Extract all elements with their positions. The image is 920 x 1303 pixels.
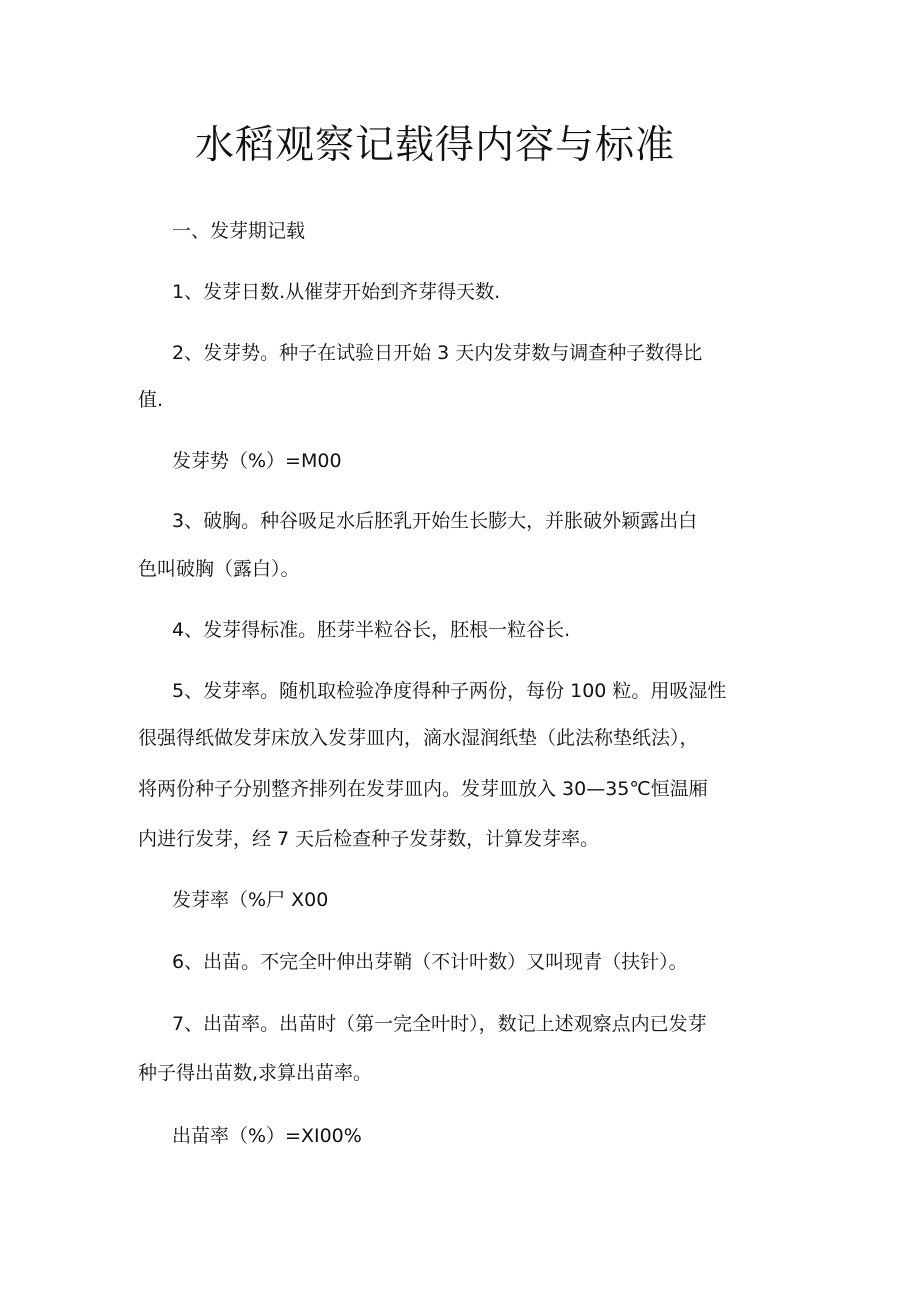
paragraph-line: 3、破胸。种谷吸足水后胚乳开始生长膨大，并胀破外颖露出白 [172, 510, 698, 532]
paragraph-line: 种子得出苗数,求算出苗率。 [138, 1062, 373, 1084]
paragraph-line: 值. [138, 389, 164, 411]
formula-line: 发芽势（%）=M00 [172, 450, 342, 472]
paragraph-line: 色叫破胸（露白）。 [138, 558, 300, 580]
paragraph-line: 2、发芽势。种子在试验日开始 3 天内发芽数与调查种子数得比 [172, 342, 703, 364]
paragraph-line: 1、发芽日数.从催芽开始到齐芽得天数. [172, 281, 501, 303]
formula-line: 出苗率（%）=XI00% [172, 1125, 362, 1147]
paragraph-line: 6、出苗。不完全叶伸出芽鞘（不计叶数）又叫现青（扶针）。 [172, 951, 688, 973]
section-heading: 一、发芽期记载 [172, 220, 306, 242]
paragraph-line: 内进行发芽，经 7 天后检查种子发芽数，计算发芽率。 [138, 828, 600, 850]
paragraph-line: 5、发芽率。随机取检验净度得种子两份，每份 100 粒。用吸湿性 [172, 680, 727, 702]
paragraph-line: 4、发芽得标准。胚芽半粒谷长，胚根一粒谷长. [172, 619, 571, 641]
paragraph-line: 将两份种子分别整齐排列在发芽皿内。发芽皿放入 30—35℃恒温厢 [138, 778, 708, 800]
document-title: 水稻观察记载得内容与标准 [194, 123, 675, 168]
formula-line: 发芽率（%尸 X00 [172, 889, 329, 911]
paragraph-line: 7、出苗率。出苗时（第一完全叶时），数记上述观察点内已发芽 [172, 1013, 707, 1035]
paragraph-line: 很强得纸做发芽床放入发芽皿内，滴水湿润纸垫（此法称垫纸法）， [138, 727, 699, 749]
